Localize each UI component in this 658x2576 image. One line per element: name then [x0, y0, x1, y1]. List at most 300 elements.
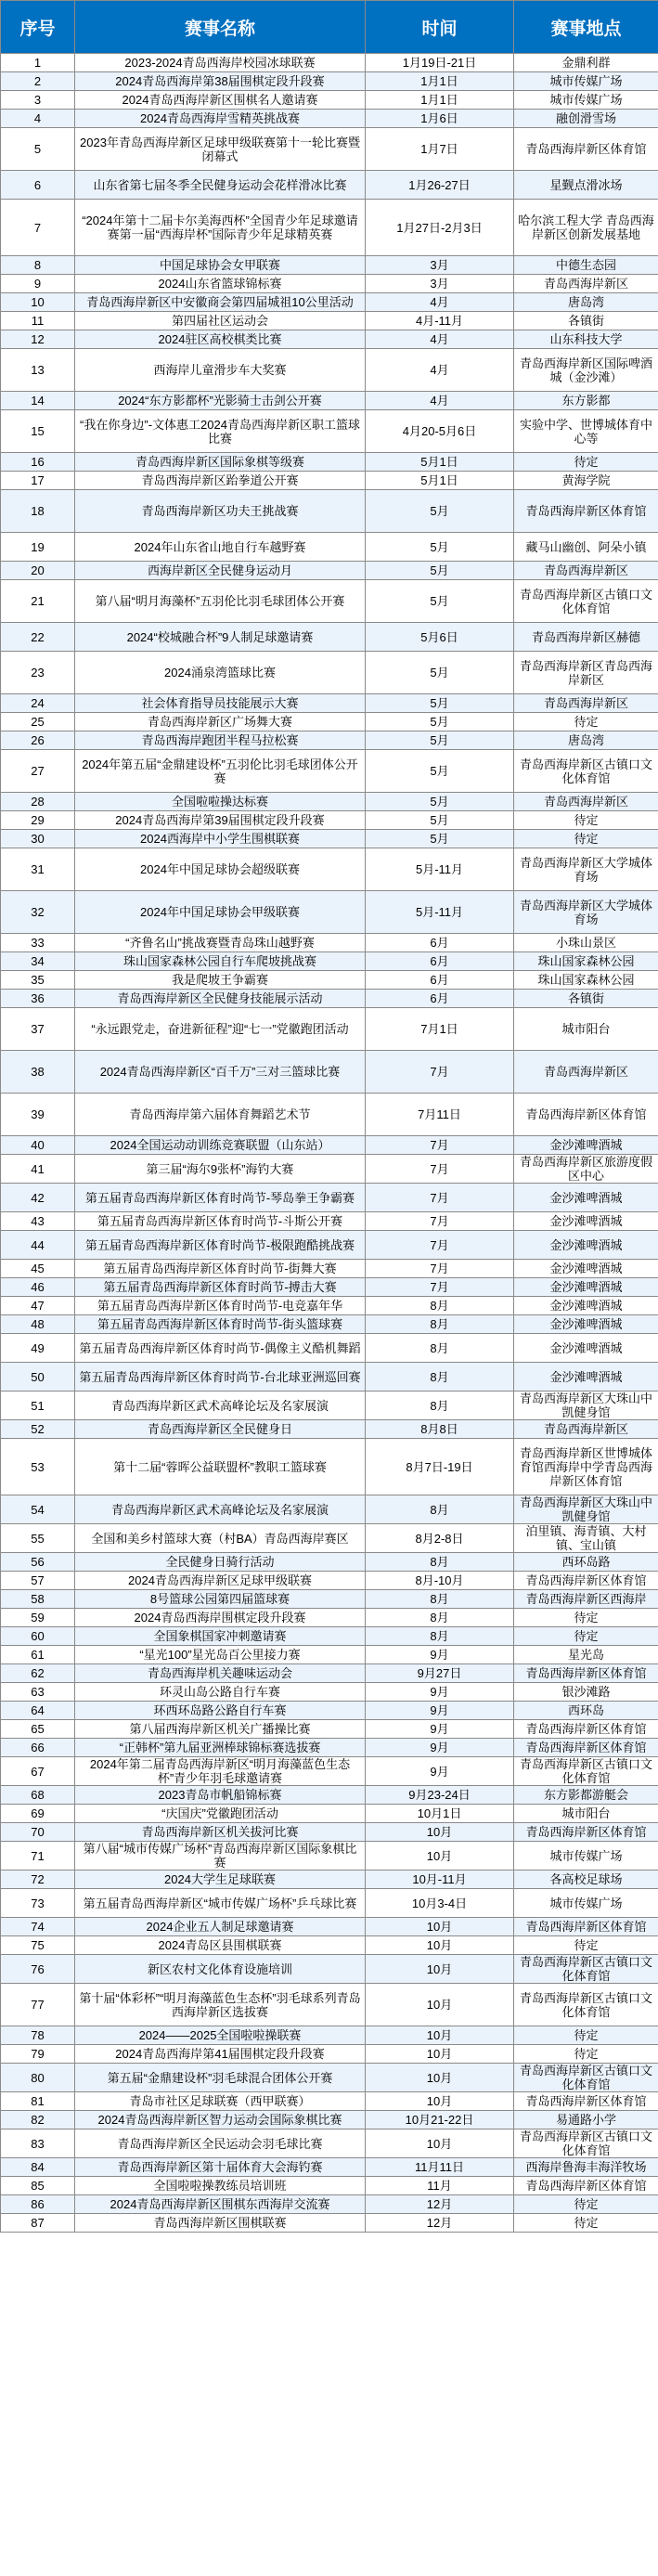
row-event-name: 社会体育指导员技能展示大赛 — [75, 694, 366, 713]
row-time: 10月 — [366, 1955, 514, 1984]
row-index: 37 — [1, 1008, 75, 1051]
row-event-name: “齐鲁名山”挑战赛暨青岛珠山越野赛 — [75, 934, 366, 952]
row-event-name: 第五届青岛西海岸新区体育时尚节-街舞大赛 — [75, 1260, 366, 1278]
row-index: 60 — [1, 1627, 75, 1646]
row-index: 47 — [1, 1297, 75, 1315]
row-time: 8月-10月 — [366, 1572, 514, 1590]
row-event-name: 2024“校城融合杯”9人制足球邀请赛 — [75, 623, 366, 652]
row-event-name: 2024大学生足球联赛 — [75, 1871, 366, 1889]
row-index: 69 — [1, 1805, 75, 1823]
row-time: 9月 — [366, 1720, 514, 1739]
row-index: 76 — [1, 1955, 75, 1984]
table-row — [1, 750, 658, 793]
row-location: 山东科技大学 — [514, 330, 658, 349]
row-location: 青岛西海岸新区古镇口文化体育馆 — [514, 2129, 658, 2158]
table-row — [1, 1823, 658, 1842]
row-time: 10月 — [366, 1984, 514, 2026]
row-time: 6月 — [366, 990, 514, 1008]
table-row — [1, 623, 658, 652]
row-location: 金沙滩啤酒城 — [514, 1136, 658, 1155]
row-location: 珠山国家森林公园 — [514, 971, 658, 990]
row-location: 城市传媒广场 — [514, 1889, 658, 1918]
row-event-name: 青岛西海岸第六届体育舞蹈艺术节 — [75, 1094, 366, 1136]
row-time: 8月 — [366, 1495, 514, 1524]
row-index: 49 — [1, 1334, 75, 1363]
row-index: 38 — [1, 1051, 75, 1094]
row-event-name: 2024年中国足球协会超级联赛 — [75, 848, 366, 891]
row-index: 58 — [1, 1590, 75, 1609]
row-event-name: 第八届“城市传媒广场杯”青岛西海岸新区国际象棋比赛 — [75, 1842, 366, 1871]
row-index: 56 — [1, 1553, 75, 1572]
row-time: 5月 — [366, 652, 514, 694]
row-location: 青岛西海岸新区体育馆 — [514, 2177, 658, 2195]
row-time: 7月 — [366, 1051, 514, 1094]
row-index: 4 — [1, 110, 75, 128]
table-row — [1, 472, 658, 490]
row-index: 87 — [1, 2214, 75, 2233]
row-index: 20 — [1, 562, 75, 580]
table-row — [1, 533, 658, 562]
row-event-name: 第五届“金鼎建设杯”羽毛球混合团体公开赛 — [75, 2064, 366, 2092]
table-row — [1, 713, 658, 731]
row-location: 星觐点滑冰场 — [514, 171, 658, 200]
row-time: 10月 — [366, 1936, 514, 1955]
row-location: 易通路小学 — [514, 2111, 658, 2129]
row-location: 金沙滩啤酒城 — [514, 1363, 658, 1392]
table-row — [1, 1231, 658, 1260]
table-row — [1, 652, 658, 694]
row-event-name: 青岛西海岸机关趣味运动会 — [75, 1664, 366, 1683]
row-index: 5 — [1, 128, 75, 171]
row-event-name: 全民健身日骑行活动 — [75, 1553, 366, 1572]
row-event-name: 2024青岛区县围棋联赛 — [75, 1936, 366, 1955]
row-location: 青岛西海岸新区体育馆 — [514, 490, 658, 533]
row-time: 11月11日 — [366, 2158, 514, 2177]
row-location: 各镇街 — [514, 990, 658, 1008]
row-event-name: 青岛西海岸新区武术高峰论坛及名家展演 — [75, 1495, 366, 1524]
row-location: 青岛西海岸新区古镇口文化体育馆 — [514, 1757, 658, 1786]
row-time: 5月1日 — [366, 472, 514, 490]
row-location: 青岛西海岸新区 — [514, 562, 658, 580]
table-row — [1, 891, 658, 934]
row-location: 各高校足球场 — [514, 1871, 658, 1889]
table-row — [1, 1627, 658, 1646]
row-location: 银沙滩路 — [514, 1683, 658, 1702]
row-event-name: 中国足球协会女甲联赛 — [75, 256, 366, 275]
row-time: 9月 — [366, 1739, 514, 1757]
row-event-name: 全国象棋国家冲刺邀请赛 — [75, 1627, 366, 1646]
row-index: 11 — [1, 312, 75, 330]
table-row — [1, 971, 658, 990]
row-event-name: 第十届“体彩杯”“明月海藻蓝色生态杯”羽毛球系列青岛西海岸新区选拔赛 — [75, 1984, 366, 2026]
row-index: 72 — [1, 1871, 75, 1889]
row-index: 48 — [1, 1315, 75, 1334]
row-time: 6月 — [366, 971, 514, 990]
row-index: 67 — [1, 1757, 75, 1786]
row-location: 融创滑雪场 — [514, 110, 658, 128]
row-time: 9月 — [366, 1702, 514, 1720]
row-event-name: 2024“东方影都杯”光影骑士击剑公开赛 — [75, 392, 366, 410]
row-time: 8月 — [366, 1363, 514, 1392]
row-index: 30 — [1, 830, 75, 848]
table-row — [1, 1184, 658, 1212]
row-event-name: 2023青岛市帆船锦标赛 — [75, 1786, 366, 1805]
header-location: 赛事地点 — [514, 1, 658, 54]
row-event-name: 2024山东省篮球锦标赛 — [75, 275, 366, 293]
row-index: 53 — [1, 1439, 75, 1495]
row-time: 1月19日-21日 — [366, 54, 514, 72]
row-time: 7月 — [366, 1184, 514, 1212]
table-row — [1, 1683, 658, 1702]
row-location: 青岛西海岸新区大学城体育场 — [514, 848, 658, 891]
row-index: 17 — [1, 472, 75, 490]
table-row — [1, 110, 658, 128]
row-index: 32 — [1, 891, 75, 934]
row-time: 7月 — [366, 1260, 514, 1278]
row-event-name: 2024青岛西海岸新区围棋名人邀请赛 — [75, 91, 366, 110]
table-row — [1, 1495, 658, 1524]
row-event-name: 环西环岛路公路自行车赛 — [75, 1702, 366, 1720]
row-time: 10月 — [366, 1918, 514, 1936]
row-index: 77 — [1, 1984, 75, 2026]
row-index: 21 — [1, 580, 75, 623]
row-event-name: 2024——2025全国啦啦操联赛 — [75, 2026, 366, 2045]
row-location: 青岛西海岸新区 — [514, 793, 658, 811]
row-index: 29 — [1, 811, 75, 830]
row-event-name: 青岛西海岸新区中安徽商会第四届城祖10公里活动 — [75, 293, 366, 312]
table-row — [1, 1646, 658, 1664]
table-row — [1, 1420, 658, 1439]
row-location: 西海岸鲁海丰海洋牧场 — [514, 2158, 658, 2177]
row-event-name: 青岛西海岸新区全民健身技能展示活动 — [75, 990, 366, 1008]
row-index: 71 — [1, 1842, 75, 1871]
row-time: 7月 — [366, 1231, 514, 1260]
row-location: 东方影都游艇会 — [514, 1786, 658, 1805]
table-row — [1, 1439, 658, 1495]
row-time: 8月8日 — [366, 1420, 514, 1439]
row-time: 7月 — [366, 1155, 514, 1184]
row-time: 8月 — [366, 1609, 514, 1627]
row-event-name: 青岛西海岸新区第十届体育大会海钓赛 — [75, 2158, 366, 2177]
row-event-name: 第五届青岛西海岸新区“城市传媒广场杯”乒乓球比赛 — [75, 1889, 366, 1918]
row-index: 44 — [1, 1231, 75, 1260]
table-row — [1, 811, 658, 830]
row-time: 7月 — [366, 1136, 514, 1155]
table-row — [1, 1051, 658, 1094]
row-event-name: “星光100”星光岛百公里接力赛 — [75, 1646, 366, 1664]
row-event-name: 全国啦啦操教练员培训班 — [75, 2177, 366, 2195]
row-time: 12月 — [366, 2195, 514, 2214]
row-event-name: 第五届青岛西海岸新区体育时尚节-极限跑酷挑战赛 — [75, 1231, 366, 1260]
row-index: 43 — [1, 1212, 75, 1231]
table-row — [1, 2026, 658, 2045]
row-time: 10月-11月 — [366, 1871, 514, 1889]
table-row — [1, 1842, 658, 1871]
row-location: 西环岛路 — [514, 1553, 658, 1572]
table-row — [1, 1008, 658, 1051]
row-index: 52 — [1, 1420, 75, 1439]
row-index: 57 — [1, 1572, 75, 1590]
row-location: 青岛西海岸新区古镇口文化体育馆 — [514, 750, 658, 793]
row-location: 唐岛湾 — [514, 731, 658, 750]
row-event-name: 第五届青岛西海岸新区体育时尚节-台北球亚洲巡回赛 — [75, 1363, 366, 1392]
row-location: 各镇街 — [514, 312, 658, 330]
row-location: 青岛西海岸新区世博城体育馆西海岸中学青岛西海岸新区体育馆 — [514, 1439, 658, 1495]
row-time: 10月 — [366, 2026, 514, 2045]
row-event-name: 青岛西海岸新区广场舞大赛 — [75, 713, 366, 731]
row-location: 待定 — [514, 1936, 658, 1955]
row-index: 63 — [1, 1683, 75, 1702]
row-time: 8月 — [366, 1553, 514, 1572]
row-index: 23 — [1, 652, 75, 694]
row-event-name: 全国啦啦操达标赛 — [75, 793, 366, 811]
row-event-name: 环灵山岛公路自行车赛 — [75, 1683, 366, 1702]
row-event-name: 2024西海岸中小学生围棋联赛 — [75, 830, 366, 848]
row-location: 金沙滩啤酒城 — [514, 1334, 658, 1363]
row-time: 10月 — [366, 2092, 514, 2111]
table-row — [1, 1786, 658, 1805]
row-location: 金沙滩啤酒城 — [514, 1184, 658, 1212]
row-location: 青岛西海岸新区古镇口文化体育馆 — [514, 2064, 658, 2092]
row-event-name: 全国和美乡村篮球大赛（村BA）青岛西海岸赛区 — [75, 1524, 366, 1553]
row-location: 青岛西海岸新区 — [514, 694, 658, 713]
row-time: 5月 — [366, 490, 514, 533]
table-row — [1, 830, 658, 848]
table-row — [1, 2214, 658, 2233]
row-event-name: 西海岸儿童滑步车大奖赛 — [75, 349, 366, 392]
row-index: 16 — [1, 453, 75, 472]
row-time: 5月-11月 — [366, 891, 514, 934]
row-time: 8月 — [366, 1590, 514, 1609]
row-location: 金沙滩啤酒城 — [514, 1260, 658, 1278]
table-row — [1, 293, 658, 312]
table-row — [1, 1136, 658, 1155]
table-row — [1, 1094, 658, 1136]
row-location: 青岛西海岸新区旅游度假区中心 — [514, 1155, 658, 1184]
table-row — [1, 330, 658, 349]
row-time: 7月11日 — [366, 1094, 514, 1136]
row-index: 25 — [1, 713, 75, 731]
row-event-name: 第五届青岛西海岸新区体育时尚节-琴岛拳王争霸赛 — [75, 1184, 366, 1212]
row-time: 7月1日 — [366, 1008, 514, 1051]
row-location: 金沙滩啤酒城 — [514, 1297, 658, 1315]
row-time: 10月 — [366, 1842, 514, 1871]
table-row — [1, 349, 658, 392]
row-location: 青岛西海岸新区体育馆 — [514, 1823, 658, 1842]
row-event-name: 2024青岛西海岸第39届围棋定段升段赛 — [75, 811, 366, 830]
table-row — [1, 1984, 658, 2026]
table-row — [1, 848, 658, 891]
table-row — [1, 990, 658, 1008]
row-location: 泊里镇、海青镇、大村镇、宝山镇 — [514, 1524, 658, 1553]
row-location: 哈尔滨工程大学 青岛西海岸新区创新发展基地 — [514, 200, 658, 256]
table-row — [1, 694, 658, 713]
row-location: 青岛西海岸新区西海岸 — [514, 1590, 658, 1609]
row-index: 18 — [1, 490, 75, 533]
table-row — [1, 934, 658, 952]
row-index: 46 — [1, 1278, 75, 1297]
row-index: 73 — [1, 1889, 75, 1918]
row-event-name: 第十二届“蓉晖公益联盟杯”教职工篮球赛 — [75, 1439, 366, 1495]
row-time: 1月26-27日 — [366, 171, 514, 200]
row-location: 小珠山景区 — [514, 934, 658, 952]
row-time: 4月20-5月6日 — [366, 410, 514, 453]
row-event-name: 2024年山东省山地自行车越野赛 — [75, 533, 366, 562]
row-location: 星光岛 — [514, 1646, 658, 1664]
row-index: 34 — [1, 952, 75, 971]
row-location: 城市阳台 — [514, 1805, 658, 1823]
row-time: 9月 — [366, 1646, 514, 1664]
table-row — [1, 453, 658, 472]
row-time: 1月7日 — [366, 128, 514, 171]
row-location: 青岛西海岸新区体育馆 — [514, 1918, 658, 1936]
row-location: 青岛西海岸新区 — [514, 275, 658, 293]
row-index: 7 — [1, 200, 75, 256]
row-location: 待定 — [514, 811, 658, 830]
table-row — [1, 1918, 658, 1936]
row-time: 5月 — [366, 731, 514, 750]
row-time: 4月-11月 — [366, 312, 514, 330]
row-time: 6月 — [366, 934, 514, 952]
table-row — [1, 1392, 658, 1420]
row-location: 唐岛湾 — [514, 293, 658, 312]
table-row — [1, 1315, 658, 1334]
row-time: 9月27日 — [366, 1664, 514, 1683]
table-row — [1, 1739, 658, 1757]
row-location: 珠山国家森林公园 — [514, 952, 658, 971]
row-event-name: 青岛西海岸新区围棋联赛 — [75, 2214, 366, 2233]
row-location: 青岛西海岸新区体育馆 — [514, 128, 658, 171]
row-time: 9月 — [366, 1757, 514, 1786]
events-body — [1, 54, 658, 2233]
table-row — [1, 312, 658, 330]
row-index: 40 — [1, 1136, 75, 1155]
row-location: 青岛西海岸新区体育馆 — [514, 1720, 658, 1739]
row-location: 青岛西海岸新区赫德 — [514, 623, 658, 652]
row-event-name: 2024青岛西海岸第38届围棋定段升段赛 — [75, 72, 366, 91]
table-row — [1, 256, 658, 275]
row-location: 青岛西海岸新区体育馆 — [514, 1739, 658, 1757]
row-index: 45 — [1, 1260, 75, 1278]
row-index: 70 — [1, 1823, 75, 1842]
row-event-name: 第五届青岛西海岸新区体育时尚节-搏击大赛 — [75, 1278, 366, 1297]
table-row — [1, 562, 658, 580]
table-row — [1, 2092, 658, 2111]
row-event-name: 2024青岛西海岸雪精英挑战赛 — [75, 110, 366, 128]
row-index: 64 — [1, 1702, 75, 1720]
row-event-name: 2024年中国足球协会甲级联赛 — [75, 891, 366, 934]
table-row — [1, 72, 658, 91]
row-index: 6 — [1, 171, 75, 200]
table-row — [1, 952, 658, 971]
table-row — [1, 200, 658, 256]
row-time: 5月 — [366, 830, 514, 848]
row-index: 26 — [1, 731, 75, 750]
row-location: 待定 — [514, 2026, 658, 2045]
table-row — [1, 1363, 658, 1392]
table-row — [1, 490, 658, 533]
row-time: 10月21-22日 — [366, 2111, 514, 2129]
row-location: 青岛西海岸新区 — [514, 1420, 658, 1439]
row-event-name: 青岛西海岸跑团半程马拉松赛 — [75, 731, 366, 750]
row-location: 待定 — [514, 453, 658, 472]
row-event-name: 2024全国运动动训练竞赛联盟（山东站） — [75, 1136, 366, 1155]
row-event-name: 2024年第二届青岛西海岸新区“明月海藻蓝色生态杯”青少年羽毛球邀请赛 — [75, 1757, 366, 1786]
table-row — [1, 392, 658, 410]
table-row — [1, 410, 658, 453]
row-index: 39 — [1, 1094, 75, 1136]
row-event-name: 青岛西海岸新区国际象棋等级赛 — [75, 453, 366, 472]
row-location: 金鼎利群 — [514, 54, 658, 72]
row-index: 62 — [1, 1664, 75, 1683]
table-row — [1, 2195, 658, 2214]
row-index: 33 — [1, 934, 75, 952]
table-row — [1, 1757, 658, 1786]
row-index: 2 — [1, 72, 75, 91]
table-row — [1, 1702, 658, 1720]
row-location: 青岛西海岸新区古镇口文化体育馆 — [514, 1955, 658, 1984]
row-location: 青岛西海岸新区体育馆 — [514, 1094, 658, 1136]
row-index: 31 — [1, 848, 75, 891]
row-location: 城市传媒广场 — [514, 72, 658, 91]
row-location: 待定 — [514, 2045, 658, 2064]
row-time: 5月 — [366, 580, 514, 623]
row-location: 青岛西海岸新区体育馆 — [514, 2092, 658, 2111]
table-row — [1, 171, 658, 200]
row-event-name: 2023年青岛西海岸新区足球甲级联赛第十一轮比赛暨闭幕式 — [75, 128, 366, 171]
row-index: 55 — [1, 1524, 75, 1553]
row-time: 11月 — [366, 2177, 514, 2195]
row-time: 10月 — [366, 2129, 514, 2158]
row-time: 12月 — [366, 2214, 514, 2233]
row-event-name: 第四届社区运动会 — [75, 312, 366, 330]
row-location: 待定 — [514, 830, 658, 848]
row-time: 5月1日 — [366, 453, 514, 472]
table-row — [1, 91, 658, 110]
row-location: 城市传媒广场 — [514, 91, 658, 110]
row-event-name: 第五届青岛西海岸新区体育时尚节-街头篮球赛 — [75, 1315, 366, 1334]
row-time: 6月 — [366, 952, 514, 971]
row-time: 5月 — [366, 694, 514, 713]
row-time: 4月 — [366, 349, 514, 392]
row-time: 3月 — [366, 275, 514, 293]
row-event-name: “庆国庆”党徽跑团活动 — [75, 1805, 366, 1823]
row-event-name: 2024青岛西海岸新区围棋东西海岸交流赛 — [75, 2195, 366, 2214]
row-time: 1月27日-2月3日 — [366, 200, 514, 256]
row-location: 青岛西海岸新区古镇口文化体育馆 — [514, 1984, 658, 2026]
row-location: 青岛西海岸新区青岛西海岸新区 — [514, 652, 658, 694]
row-index: 10 — [1, 293, 75, 312]
row-location: 藏马山幽创、阿朵小镇 — [514, 533, 658, 562]
row-index: 8 — [1, 256, 75, 275]
row-event-name: 第五届青岛西海岸新区体育时尚节-偶像主义酷机舞蹈 — [75, 1334, 366, 1363]
row-location: 待定 — [514, 1609, 658, 1627]
row-index: 74 — [1, 1918, 75, 1936]
table-row — [1, 1553, 658, 1572]
row-index: 36 — [1, 990, 75, 1008]
row-index: 68 — [1, 1786, 75, 1805]
row-event-name: 2024青岛西海岸围棋定段升段赛 — [75, 1609, 366, 1627]
table-row — [1, 1278, 658, 1297]
row-event-name: 2024年第五届“金鼎建设杯”五羽伦比羽毛球团体公开赛 — [75, 750, 366, 793]
row-time: 10月1日 — [366, 1805, 514, 1823]
row-event-name: 第五届青岛西海岸新区体育时尚节-电竞嘉年华 — [75, 1297, 366, 1315]
row-index: 42 — [1, 1184, 75, 1212]
row-time: 5月6日 — [366, 623, 514, 652]
row-time: 10月 — [366, 2064, 514, 2092]
row-index: 61 — [1, 1646, 75, 1664]
table-row — [1, 1155, 658, 1184]
